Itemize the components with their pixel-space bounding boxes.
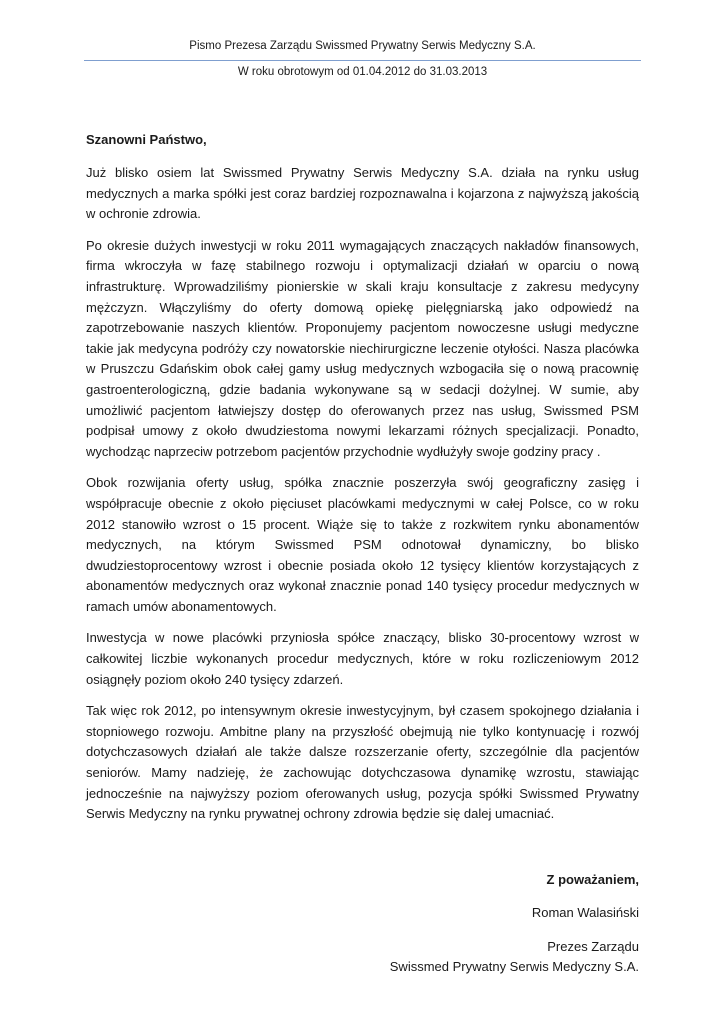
page-header [84, 38, 641, 80]
header-subtitle: W roku obrotowym od 01.04.2012 do 31.03.2013 [237, 66, 488, 78]
paragraph-4: Inwestycja w nowe placówki przyniosła spółce znaczący, blisko 30-procentowy wzrost w całkowitej liczbie wykonanych procedur medycznych, które w roku rozliczeniowym 2012 osiągnęły poziom około 240 tysięcy zdarzeń. [86, 630, 639, 687]
closing-greeting: Z poważaniem, [546, 872, 639, 887]
signer-title: Prezes Zarządu [547, 939, 639, 954]
paragraph-3: Obok rozwijania oferty usług, spółka znacznie poszerzyła swój geograficzny zasięg i współpracuje obecnie z około pięciuset placówkami medycznymi w całej Polsce, co w roku 2012 stanowiło wzrost o 15 procent. Wiąże się to także z rozkwitem rynku abonamentów medycznych, na którym Swissmed PSM odnotował dynamiczny, bo blisko dwudziestoprocentowy wzrost i obecnie posiada około 12 tysięcy klientów korzystających z abonamentów medycznych oraz wykonał znacznie ponad 140 tysięcy procedur medycznych w ramach umów abonamentowych. [86, 475, 639, 614]
header-divider [84, 60, 641, 61]
letter-body [86, 130, 639, 836]
header-title: Pismo Prezesa Zarządu Swissmed Prywatny Serwis Medyczny S.A. [189, 40, 536, 52]
salutation: Szanowni Państwo, [86, 132, 207, 147]
paragraph-2: Po okresie dużych inwestycji w roku 2011 wymagających znaczących nakładów finansowych, firma wkroczyła w fazę stabilnego rozwoju i optymalizacji działań w oparciu o nową infrastrukturę. Wprowadziliśmy pionierskie w skali kraju konsultacje z zakresu medycyny mężczyzn. Włączyliśmy do oferty domową opiekę pielęgniarską jako odpowiedź na zapotrzebowanie naszych klientów. Proponujemy pacjentom nowoczesne usługi medyczne takie jak medycyna podróży czy nowatorskie niechirurgiczne leczenie otyłości. Nasza placówka w Pruszczu Gdańskim obok całej gamy usług medycznych wzbogaciła się o nową pracownię gastroenterologiczną, gdzie badania wykonywane są w sedacji dożylnej. W sumie, aby umożliwić pacjentom łatwiejszy dostęp do oferowanych przez nas usług, Swissmed PSM podpisał umowy z około dwudziestoma nowymi lekarzami różnych specjalizacji. Ponadto, wychodząc naprzeciw potrzebom pacjentów przychodnie wydłużyły swoje godziny pracy . [86, 237, 639, 459]
signature-block [390, 870, 639, 977]
signer-company: Swissmed Prywatny Serwis Medyczny S.A. [389, 959, 639, 974]
paragraph-1: Już blisko osiem lat Swissmed Prywatny Serwis Medyczny S.A. działa na rynku usług medycznych a marka spółki jest coraz bardziej rozpoznawalna i kojarzona z najwyższą jakością w ochronie zdrowia. [86, 165, 639, 222]
paragraph-5: Tak więc rok 2012, po intensywnym okresie inwestycyjnym, był czasem spokojnego działania i stopniowego rozwoju. Ambitne plany na przyszłość obejmują nie tylko kontynuację i rozwój dotychczasowych działań ale także dalsze rozszerzanie oferty, szczególnie dla pacjentów seniorów. Mamy nadzieję, że zachowując dotychczasowa dynamikę wzrostu, stawiając jednocześnie na najwyższy poziom oferowanych usług, pozycja spółki Swissmed Prywatny Serwis Medyczny na rynku prywatnej ochrony zdrowia będzie się dalej umacniać. [86, 703, 639, 822]
signer-name: Roman Walasiński [531, 905, 639, 920]
